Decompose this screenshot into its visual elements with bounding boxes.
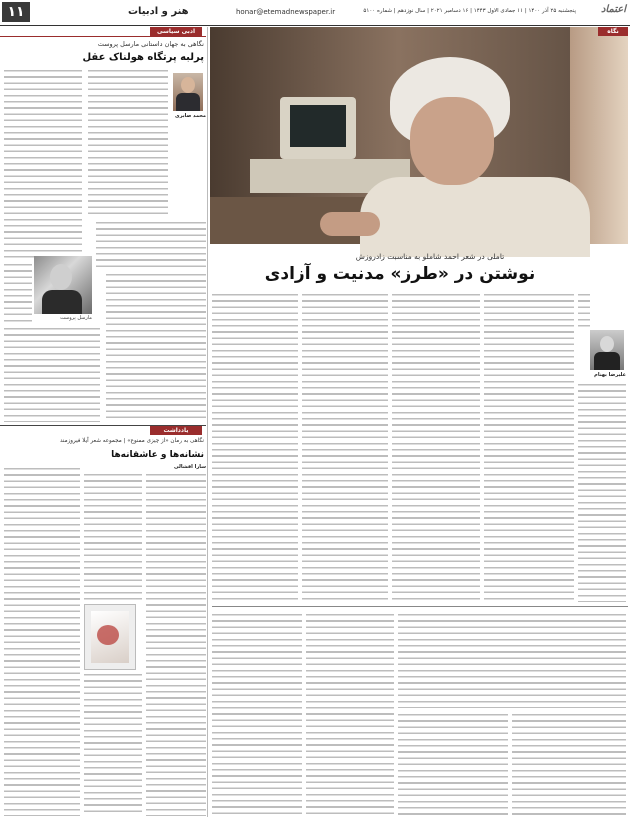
main-body-col5 [578,382,626,602]
left-story2-badge: یادداشت [150,426,202,435]
email-address: honar@etemadnewspaper.ir [236,8,336,16]
main-author-photo [590,330,624,370]
left-story-kicker: نگاهی به جهان داستانی مارسل پروست [97,40,204,48]
proust-photo [34,256,92,314]
left-story2-body-col2 [84,472,142,600]
left-story-body-col4 [4,262,32,322]
quote-box-bold-text [398,612,626,708]
left-badge-rule [0,36,206,37]
left-story2-body-col1 [4,466,80,816]
proust-photo-caption: مارسل پروست [60,315,92,321]
left-story2-body-col3 [146,472,206,816]
page-header [0,0,630,24]
left-story2-kicker: نگاهی به رمان «از چیزی ممنوع» | مجموعه شعر آیلا فیروزمند [59,438,204,444]
left-story-body-col3 [96,220,206,270]
column-divider [207,27,208,817]
quote-box-col4 [512,712,626,816]
main-headline: نوشتن در «طرز» مدنیت و آزادی [264,264,536,284]
left-story2-title: نشانه‌ها و عاشقانه‌ها [111,450,204,460]
header-rule [0,25,630,26]
main-body-col3 [392,292,480,602]
left-story2-body-col4 [84,672,142,816]
main-story-badge: نگاه [598,27,628,36]
left-story-badge: ادبی سیاسی [150,27,202,36]
author-photo [173,73,203,111]
section-title: هنر و ادبیات [128,6,189,17]
main-body-col2 [302,292,388,602]
page-number: ۱۱ [2,2,30,22]
left-story-author: محمد صابری [175,113,206,119]
main-body-col4 [484,292,574,602]
left-story-body-col2 [88,68,168,218]
shamlou-photo [210,27,628,244]
main-story-kicker: تاملی در شعر احمد شاملو به مناسبت زادروزش [355,252,505,261]
left-story-body-col1 [4,68,82,260]
main-story-author: علیرضا بهنام [594,372,626,378]
quote-box-col2 [306,612,394,816]
main-body-col1 [212,292,298,602]
main-body-col5-top [578,292,590,328]
left-story-title: پرلبه پرتگاه هولناک عقل [82,52,204,63]
left-story-body-col5 [4,326,100,422]
book-cover-image [84,604,136,670]
left-story2-author: سارا افشالی [173,464,206,470]
left-story-body-col6 [106,272,206,422]
newspaper-logo: اعتماد [600,4,626,15]
dateline: پنجشنبه ۲۵ آذر ۱۴۰۰ | ۱۱ جمادی الاول ۱۴۴۳ | ۱۶ دسامبر ۲۰۲۱ | سال نوزدهم | شماره ۵۱۰۰ [363,8,576,14]
quote-box-col1 [212,612,302,816]
quote-box-col3 [398,712,508,816]
